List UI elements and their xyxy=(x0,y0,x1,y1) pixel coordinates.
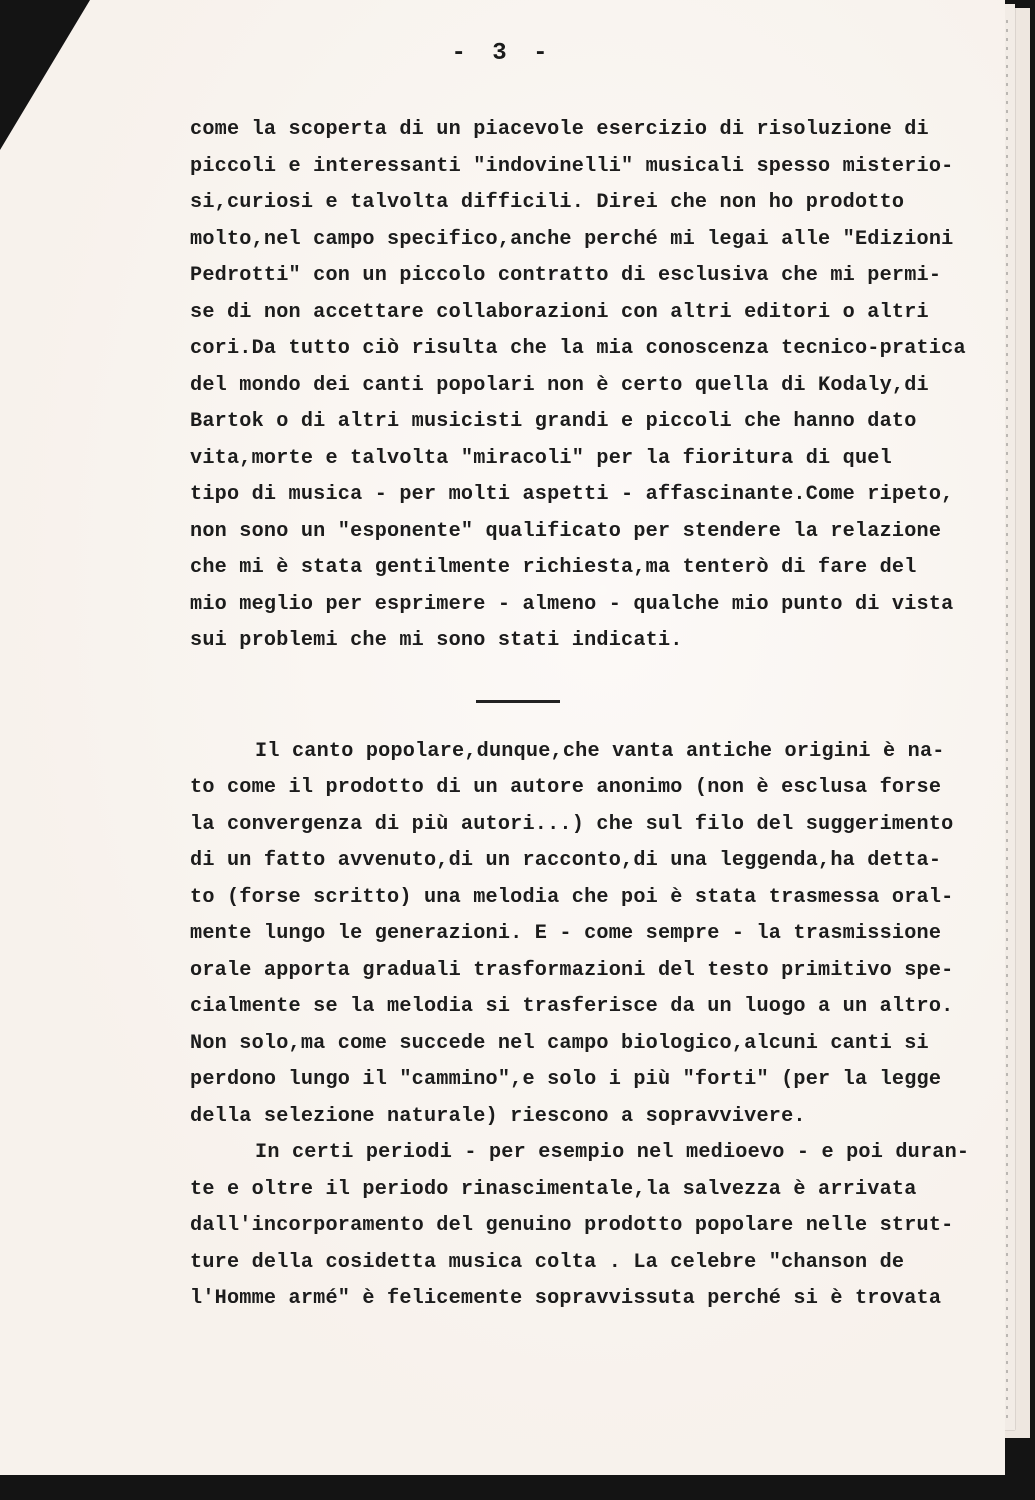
text-line: to (forse scritto) una melodia che poi è stata trasmessa oral- xyxy=(190,885,954,909)
paragraph-3 xyxy=(190,1135,1010,1318)
text-line: cialmente se la melodia si trasferisce da un luogo a un altro. xyxy=(190,995,954,1018)
text-line: come la scoperta di un piacevole esercizio di risoluzione di xyxy=(190,118,929,141)
folded-corner-shadow xyxy=(0,0,90,150)
section-gap xyxy=(190,660,1010,734)
text-line: Pedrotti" con un piccolo contratto di esclusiva che mi permi- xyxy=(190,264,942,287)
text-line: si,curiosi e talvolta difficili. Direi che non ho prodotto xyxy=(190,191,905,214)
text-line: Non solo,ma come succede nel campo biologico,alcuni canti si xyxy=(190,1031,929,1055)
text-line: tipo di musica - per molti aspetti - affascinante.Come ripeto, xyxy=(190,483,954,506)
text-line: cori.Da tutto ciò risulta che la mia conoscenza tecnico-pratica xyxy=(190,337,966,360)
text-line: te e oltre il periodo rinascimentale,la salvezza è arrivata xyxy=(190,1177,917,1201)
page-number: - 3 - xyxy=(451,40,554,67)
text-line: Bartok o di altri musicisti grandi e piccoli che hanno dato xyxy=(190,410,917,433)
text-line: mente lungo le generazioni. E - come sempre - la trasmissione xyxy=(190,922,942,945)
text-line: sui problemi che mi sono stati indicati. xyxy=(190,629,683,652)
paragraph-1 xyxy=(190,112,1010,660)
text-line: vita,morte e talvolta "miracoli" per la fioritura di quel xyxy=(190,446,892,470)
text-line: orale apporta graduali trasformazioni del testo primitivo spe- xyxy=(190,958,954,982)
text-line: la convergenza di più autori...) che sul filo del suggerimento xyxy=(190,812,954,836)
text-line: non sono un "esponente" qualificato per stendere la relazione xyxy=(190,519,942,543)
text-line: Il canto popolare,dunque,che vanta antiche origini è na- xyxy=(255,739,945,763)
section-divider xyxy=(476,700,560,703)
paragraph-2 xyxy=(190,734,1010,1136)
text-line: dall'incorporamento del genuino prodotto popolare nelle strut- xyxy=(190,1214,954,1237)
text-line: che mi è stata gentilmente richiesta,ma tenterò di fare del xyxy=(190,556,917,579)
text-line: se di non accettare collaborazioni con altri editori o altri xyxy=(190,300,929,324)
text-line: perdono lungo il "cammino",e solo i più "forti" (per la legge xyxy=(190,1068,942,1091)
text-line: di un fatto avvenuto,di un racconto,di una leggenda,ha detta- xyxy=(190,849,942,872)
body-text xyxy=(190,112,1010,1318)
text-line: to come il prodotto di un autore anonimo (non è esclusa forse xyxy=(190,776,942,799)
text-line: molto,nel campo specifico,anche perché mi legai alle "Edizioni xyxy=(190,227,954,251)
text-line: In certi periodi - per esempio nel medioevo - e poi duran- xyxy=(255,1141,970,1164)
text-line: piccoli e interessanti "indovinelli" musicali spesso misterio- xyxy=(190,154,954,178)
text-line: del mondo dei canti popolari non è certo quella di Kodaly,di xyxy=(190,373,929,397)
text-line: della selezione naturale) riescono a sopravvivere. xyxy=(190,1104,806,1128)
text-line: l'Homme armé" è felicemente sopravvissuta perché si è trovata xyxy=(190,1287,942,1310)
text-line: mio meglio per esprimere - almeno - qualche mio punto di vista xyxy=(190,592,954,616)
text-line: ture della cosidetta musica colta . La celebre "chanson de xyxy=(190,1250,905,1274)
